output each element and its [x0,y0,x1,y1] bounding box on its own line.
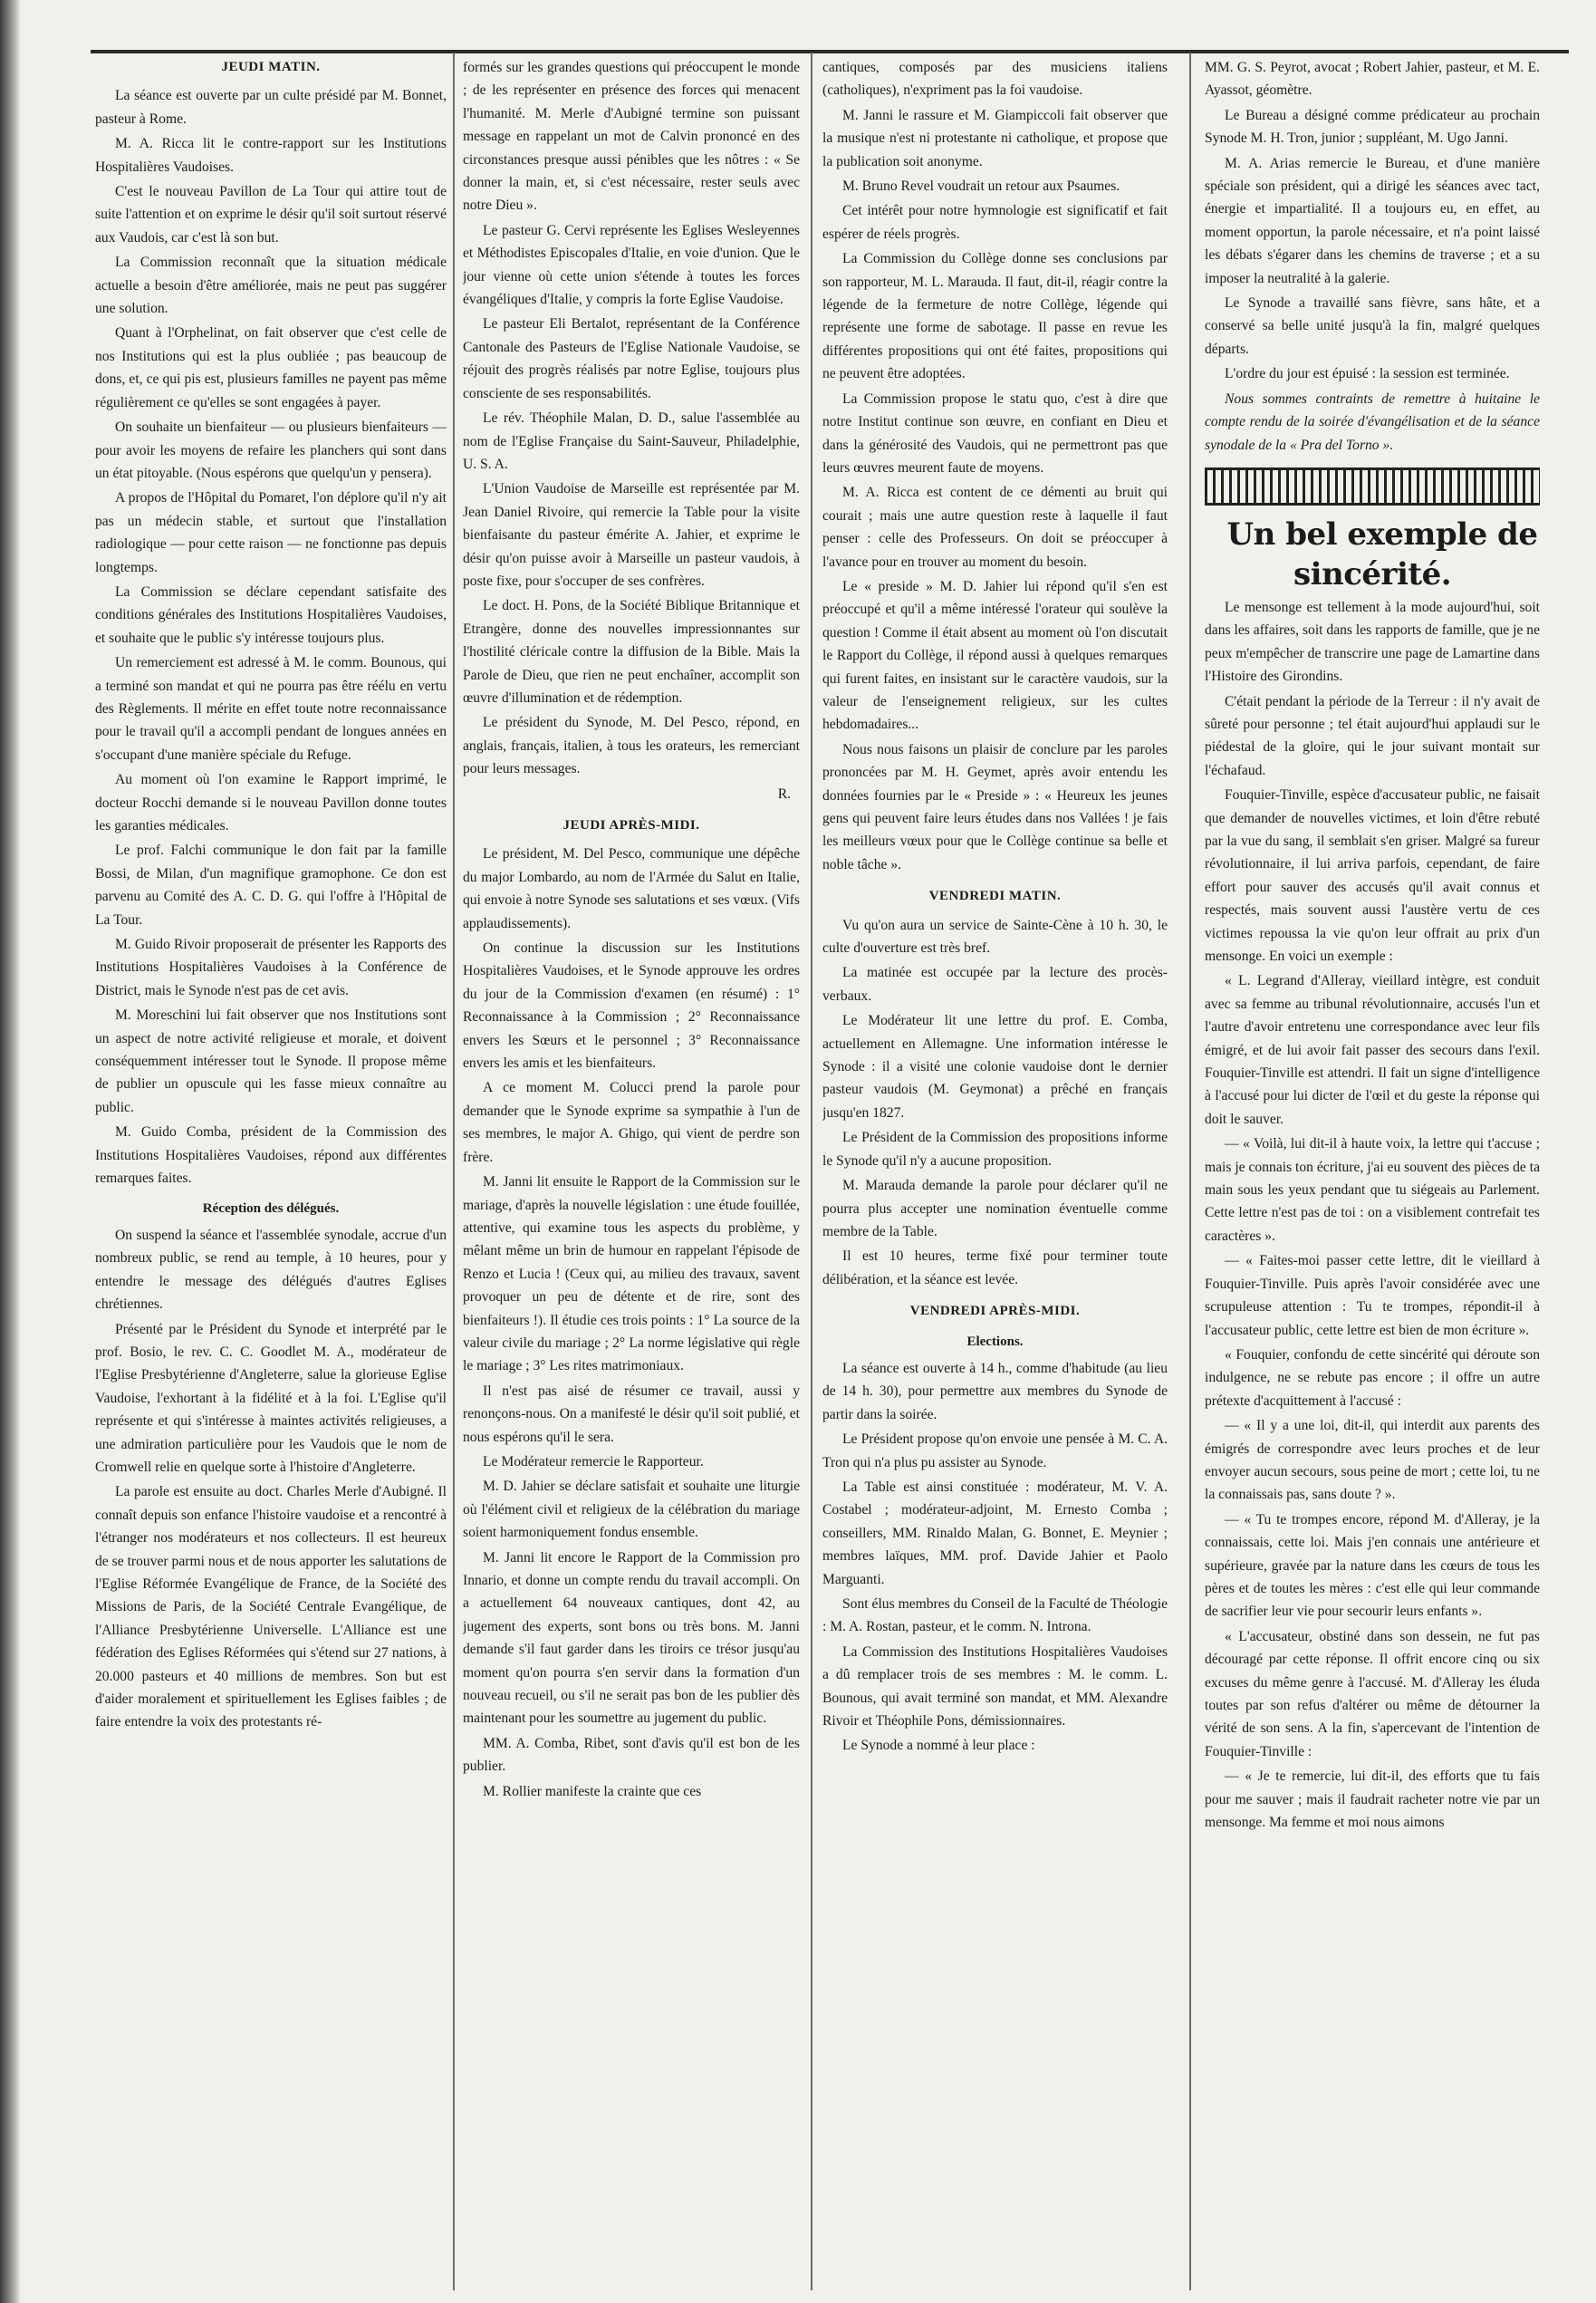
paragraph: La Commission reconnaît que la situation médicale actuelle a besoin d'être améliorée, mais ne peut pas suggérer une solution. [95,255,447,317]
paragraph: M. Guido Rivoir proposerait de présenter les Rapports des Institutions Hospitalières Vaudoises à la Conférence de District, mais le Synode n'est pas de cet avis. [95,937,447,998]
paragraph: M. A. Ricca lit le contre-rapport sur les Institutions Hospitalières Vaudoises. [95,136,447,175]
paragraph: La Commission du Collège donne ses conclusions par son rapporteur, M. L. Marauda. Il faut, dit-il, réagir contre la légende de la fermeture de notre Collège, légende qui représente une forme de sabotage. Il passe en revue les différentes propositions qui ont été faites, propositions qui ne peuvent être adoptées. [822,251,1168,382]
paragraph: M. Janni lit encore le Rapport de la Commission pro Innario, et donne un compte rendu du travail accompli. On a actuellement 64 nouveaux cantiques, dont 42, au jugement des experts, sont bons ou très bons. M. Janni demande s'il faut garder dans les tiroirs ce trésor jusqu'au moment qu'on pourra s'en servir dans la formation d'un nouveau recueil, ou s'il ne serait pas bon de les publier dès maintenant pour les soumettre au jugement du public. [463,1549,800,1727]
paragraph: « L. Legrand d'Alleray, vieillard intègre, est conduit avec sa femme au tribunal révolutionnaire, accusés l'un et l'autre d'avoir entretenu une correspondance avec leur fils émigré, et de lui avoir fait passer des secours dans l'exil. Fouquier-Tinville est attendri. Il fait un signe d'intelligence à l'accusé pour lui dicter de l'œil et du geste la réponse qui doit le sauver. [1205,973,1540,1127]
editorial-note: Nous sommes contraints de remettre à huitaine le compte rendu de la soirée d'évangélisation et de la séance synodale de la « Pra del Torno ». [1205,390,1540,453]
paragraph: La séance est ouverte à 14 h., comme d'habitude (au lieu de 14 h. 30), pour permettre aux membres du Synode de partir dans la soirée. [822,1360,1168,1422]
paragraph: — « Tu te trompes encore, répond M. d'Alleray, je la connaissais, cette loi. Mais j'en connais une antérieure et supérieure, gravée par la nature dans les cœurs de tous les pères et de toutes les mères : c'est elle qui leur commande de sacrifier leur vie pour secourir leurs enfants ». [1205,1511,1540,1620]
article-headline: Un bel exemple de sincérité. [1226,516,1538,593]
paragraph: On continue la discussion sur les Institutions Hospitalières Vaudoises, et le Synode approuve les ordres du jour de la Commission d'examen (en résumé) : 1° Reconnaissance à la Commission ; 2° Reconnaissance envers les Sœurs et le personnel ; 3° Reconnaissance envers les amis et les bienfaiteurs. [463,940,800,1072]
column-divider [453,53,455,2290]
paragraph: M. D. Jahier se déclare satisfait et souhaite une liturgie où l'élément civil et religieux de la célébration du mariage soient harmoniquement fondus ensemble. [463,1479,800,1541]
paragraph: La séance est ouverte par un culte présidé par M. Bonnet, pasteur à Rome. [95,88,447,127]
decorative-band [1205,467,1540,506]
paragraph: M. A. Arias remercie le Bureau, et d'une manière spéciale son président, qui a dirigé les séances avec tact, énergie et impartialité. Il a toujours eu, en effet, au moment opportun, la parole nécessaire, et n'a point laissé les débats s'égarer dans les chemins de traverse ; et a su imposer la neutralité à la galerie. [1205,155,1540,286]
paragraph: cantiques, composés par des musiciens italiens (catholiques), n'expriment pas la foi vaudoise. [822,60,1168,99]
paragraph: Le président du Synode, M. Del Pesco, répond, en anglais, français, italien, à tous les orateurs, les remerciant pour leurs messages. [463,715,800,777]
section-heading-jeudi-apres-midi: JEUDI APRÈS-MIDI. [562,818,700,833]
paragraph: La Commission propose le statu quo, c'est à dire que notre Institut continue son œuvre, en confiant en Dieu et dans la générosité des Vaudois, qui ne permettront pas que leurs œuvres meurent faute de moyens. [822,390,1168,476]
top-rule [91,50,1569,53]
paragraph: La Commission se déclare cependant satisfaite des conditions générales des Institutions Hospitalières Vaudoises, et souhaite que le public s'y intéresse toujours plus. [95,583,447,646]
paragraph: — « Faites-moi passer cette lettre, dit le vieillard à Fouquier-Tinville. Puis après l'avoir considérée avec une scrupuleuse attention : Tu te trompes, répondit-il à l'accusateur public, cette lettre est bien de mon écriture ». [1205,1253,1540,1338]
paragraph: M. Janni lit ensuite le Rapport de la Commission sur le mariage, d'après la nouvelle législation : une étude fouillée, attentive, qui examine tous les aspects du problème, y mêlant même un brin de humour en rappelant l'épisode de Renzo et Lucia ! (Ceux qui, au milieu des travaux, savent provoquer un peu de détente et de rire, sont des bienfaiteurs !). Il étudie ces trois points : 1° La source de la valeur civile du mariage ; 2° La norme législative qui règle le mariage ; 3° Les rites matrimoniaux. [463,1174,800,1374]
paragraph: MM. G. S. Peyrot, avocat ; Robert Jahier, pasteur, et M. E. Ayassot, géomètre. [1205,60,1540,99]
paragraph: Le doct. H. Pons, de la Société Biblique Britannique et Etrangère, donne des nouvelles impressionnantes sur l'hostilité cléricale contre la diffusion de la Bible. Mais la Parole de Dieu, que rien ne peut enchaîner, accomplit son œuvre d'illumination et de rédemption. [463,598,800,706]
col1-paragraphs [95,84,447,1190]
paragraph: A ce moment M. Colucci prend la parole pour demander que le Synode exprime sa sympathie à l'un de ses membres, le major A. Ghigo, qui vient de perdre son frère. [463,1080,800,1165]
paragraph: Le président, M. Del Pesco, communique une dépêche du major Lombardo, au nom de l'Armée du Salut en Italie, qui envoie à notre Synode ses salutations et ses vœux. (Vifs applaudissements). [463,846,800,931]
paragraph: Nous nous faisons un plaisir de conclure par les paroles prononcées par M. H. Geymet, après avoir entendu les données fournies par le « Preside » : « Heureux les jeunes gens qui peuvent faire leurs études dans nos Vallées ! je fais les meilleurs vœux pour que le Collège continue sa belle et noble tâche ». [822,741,1168,872]
paragraph: On souhaite un bienfaiteur — ou plusieurs bienfaiteurs — pour avoir les moyens de refaire les planchers qui sont dans un état pitoyable. (Nous espérons que quelqu'un y pensera). [95,419,447,481]
paragraph: — « Voilà, lui dit-il à haute voix, la lettre qui t'accuse ; mais je connais ton écriture, j'ai eu souvent des pièces de ta main sous les yeux pendant que tu siégeais au Parlement. Cette lettre n'est pas de toi : on a visiblement contrefait tes caractères ». [1205,1136,1540,1244]
paragraph: C'était pendant la période de la Terreur : il n'y avait de sûreté pour personne ; tel était aujourd'hui applaudi sur le piédestal de la gloire, qui le jour suivant montait sur l'échafaud. [1205,693,1540,778]
section-heading-vendredi-matin: VENDREDI MATIN. [928,889,1062,904]
paragraph: Vu qu'on aura un service de Sainte-Cène à 10 h. 30, le culte d'ouverture est très bref. [822,917,1168,957]
paragraph: M. Rollier manifeste la crainte que ces [483,1783,702,1799]
column-3 [822,56,1168,2289]
paragraph: Cet intérêt pour notre hymnologie est significatif et fait espérer de réels progrès. [822,203,1168,242]
paragraph: La Table est ainsi constituée : modérateur, M. V. A. Costabel ; modérateur-adjoint, M. Ernesto Comba ; conseillers, MM. Rinaldo Malan, G. Bonnet, E. Meynier ; membres laïques, MM. prof. Davide Jahier et Paolo Marguanti. [822,1479,1168,1587]
paragraph: Le « preside » M. D. Jahier lui répond qu'il s'en est préoccupé et qu'il a même intéressé l'orateur qui soulève la question ! Comme il était absent au moment où l'on discutait le Rapport du Collège, il répond aussi à quelques remarques qui furent faites, en insistant sur le caractère vaudois, sur la valeur de l'enseignement religieux, sur les cultes hebdomadaires... [822,578,1168,733]
section-heading-reception: Réception des délégués. [202,1200,340,1216]
paragraph: Le Président propose qu'on envoie une pensée à M. C. A. Tron qui n'a plus pu assister au Synode. [822,1431,1168,1470]
paragraph: A propos de l'Hôpital du Pomaret, l'on déplore qu'il n'y ait pas un médecin stable, et surtout que l'installation radiologique — pour cette raison — ne fonctionne pas depuis longtemps. [95,490,447,575]
paragraph: Un remerciement est adressé à M. le comm. Bounous, qui a terminé son mandat et qui ne pourra pas être réélu en vertu des Règlements. Il mérite en effet toute notre reconnaissance pour le travail qu'il a accompli pendant de longues années en s'occupant d'une manière spéciale du Refuge. [95,655,447,763]
paragraph: Fouquier-Tinville, espèce d'accusateur public, ne faisait que demander de nouvelles victimes, et loin d'être rebuté par la vue du sang, il semblait s'en griser. Malgré sa fureur révolutionnaire, il lui arriva parfois, cependant, de faire effort pour sauver des accusés qu'il avait connus et respectés, mais souvent aussi l'austère vertu de ces victimes repoussa la vie qu'on leur offrait au prix d'un mensonge. En voici un exemple : [1205,787,1540,964]
paragraph: M. Guido Comba, président de la Commission des Institutions Hospitalières Vaudoises, répond aux différentes remarques faites. [95,1124,447,1187]
paragraph: M. Marauda demande la parole pour déclarer qu'il ne pourra plus accepter une nomination éventuelle comme membre de la Table. [822,1178,1168,1239]
paragraph: Quant à l'Orphelinat, on fait observer que c'est celle de nos Institutions qui est la plus oubliée ; pas beaucoup de dons, et, ce qui pis est, plusieurs familles ne payent pas même régulièrement ce qu'elles se sont engagées à payer. [95,325,447,410]
paragraph: Le Bureau a désigné comme prédicateur au prochain Synode M. H. Tron, junior ; suppléant, M. Ugo Janni. [1205,107,1540,147]
paragraph: MM. A. Comba, Ribet, sont d'avis qu'il est bon de les publier. [463,1735,800,1775]
paragraph: On suspend la séance et l'assemblée synodale, accrue d'un nombreux public, se rend au temple, à 10 heures, pour y entendre le message des délégués d'autres Eglises chrétiennes. [95,1227,447,1313]
page-edge-shadow [0,0,20,2303]
paragraph: Le mensonge est tellement à la mode aujourd'hui, soit dans les affaires, soit dans les rapports de famille, que je ne peux m'empêcher de transcrire une page de Lamartine dans l'Histoire des Girondins. [1205,599,1540,685]
paragraph: La matinée est occupée par la lecture des procès-verbaux. [822,965,1168,1004]
paragraph: Au moment où l'on examine le Rapport imprimé, le docteur Rocchi demande si le nouveau Pavillon donne toutes les garanties médicales. [95,772,447,834]
paragraph: Présenté par le Président du Synode et interprété par le prof. Bosio, le rev. C. C. Goodlet M. A., modérateur de l'Eglise Presbytérienne d'Angleterre, salue la glorieuse Eglise Vaudoise, l'exhortant à la fidélité et à la foi. L'Eglise qu'il représente et qui s'intéresse à maintes activités religieuses, a une admiration particulière pour les Vaudois que le nom de Cromwell relie en quelque sorte à l'histoire d'Angleterre. [95,1321,447,1475]
paragraph: « L'accusateur, obstiné dans son dessein, ne fut pas découragé par cette réponse. Il offrit encore cinq ou six excuses du même genre à l'accusé. M. d'Alleray les éluda toutes par son refus d'altérer ou même de détourner la vérité de son sens. A la fin, s'apercevant de l'intention de Fouquier-Tinville : [1205,1628,1540,1759]
paragraph: M. A. Ricca est content de ce démenti au bruit qui courait ; mais une autre question reste à laquelle il faut penser : celle des Professeurs. On doit se préoccuper à l'avance pour en trouver au moment du besoin. [822,485,1168,570]
column-4 [1205,56,1540,2289]
paragraph: M. Janni le rassure et M. Giampiccoli fait observer que la musique n'est ni protestante ni catholique, et propose que la publication soit anonyme. [822,107,1168,169]
paragraph: formés sur les grandes questions qui préoccupent le monde ; de les représenter en présence des forces qui menacent l'humanité. M. Merle d'Aubigné termine son puissant message en rappelant un mot de Calvin prononcé en des circonstances presque aussi pénibles que les nôtres : « Se donner la main, et, si c'est nécessaire, rester seuls avec notre Dieu ». [463,60,800,214]
paragraph: La parole est ensuite au doct. Charles Merle d'Aubigné. Il connaît depuis son enfance l'histoire vaudoise et a rencontré à l'étranger nos modérateurs et nos collecteurs. Il est heureux de se trouver parmi nous et de nous apporter les salutations de l'Eglise Réformée Evangélique de France, de la Société des Missions de Paris, de la Société Centrale Evangélique, de l'Alliance Presbytérienne Universelle. L'Alliance est une fédération des Eglises Réformées qui s'étend sur 27 nations, à 20.000 pasteurs et 40 millions de membres. Son but est d'aider moralement et spirituellement les Eglises faibles ; de faire entendre la voix des protestants ré- [95,1484,447,1730]
paragraph: L'Union Vaudoise de Marseille est représentée par M. Jean Daniel Rivoire, qui remercie la Table pour la visite bienfaisante du pasteur émérite A. Jahier, et exprime le désir qu'on puisse avoir à Marseille un pasteur vaudois, à poste fixe, pour s'occuper de ses confrères. [463,481,800,589]
column-1 [95,56,447,2289]
paragraph: Le Synode a travaillé sans fièvre, sans hâte, et a conservé sa belle unité jusqu'à la fin, malgré quelques départs. [1205,295,1540,357]
signature: R. [777,785,791,802]
paragraph: Le Modérateur remercie le Rapporteur. [483,1453,704,1469]
paragraph: Le Président de la Commission des propositions informe le Synode qu'il n'y a aucune proposition. [822,1130,1168,1169]
paragraph: Il n'est pas aisé de résumer ce travail, aussi y renonçons-nous. On a manifesté le désir qu'il soit publié, et nous espérons qu'il le sera. [463,1383,800,1445]
paragraph: M. Moreschini lui fait observer que nos Institutions sont un aspect de notre activité religieuse et morale, et doivent conséquemment intéresser tout le Synode. Il propose même de publier un opuscule qui les fasse mieux connaître au public. [95,1007,447,1115]
paragraph: Le rév. Théophile Malan, D. D., salue l'assemblée au nom de l'Eglise Française du Saint-Sauveur, Philadelphie, U. S. A. [463,410,800,472]
paragraph: — « Je te remercie, lui dit-il, des efforts que tu fais pour me sauver ; mais il faudrait racheter notre vie par un mensonge. Ma femme et moi nous aimons [1205,1768,1540,1831]
paragraph: Le pasteur G. Cervi représente les Eglises Wesleyennes et Méthodistes Episcopales d'Italie, en voie d'union. Que le jour vienne où cette union s'étende à toutes les forces évangéliques d'Italie, y compris la forte Eglise Vaudoise. [463,222,800,308]
column-divider [811,53,812,2290]
column-2 [463,56,800,2289]
paragraph: L'ordre du jour est épuisé : la session est terminée. [1225,366,1510,382]
paragraph: Le Synode a nommé à leur place : [842,1738,1035,1754]
paragraph: Le Modérateur lit une lettre du prof. E. Comba, actuellement en Allemagne. Une information intéresse le Synode : il a visité une colonie vaudoise dont le dernier pasteur vaudois (M. Geymonat) a prêché en français jusqu'en 1827. [822,1013,1168,1121]
paragraph: Le prof. Falchi communique le don fait par la famille Bossi, de Milan, d'un magnifique gramophone. Ce don est parvenu au Comité des A. C. D. G. qui l'offre à l'Hôpital de La Tour. [95,843,447,928]
section-heading-jeudi-matin: JEUDI MATIN. [221,60,321,74]
column-divider [1189,53,1191,2290]
subheading-elections: Elections. [966,1334,1024,1349]
paragraph: La Commission des Institutions Hospitalières Vaudoises a dû remplacer trois de ses membres : M. le comm. L. Bounous, qui avait terminé son mandat, et MM. Alexandre Rivoir et Théophile Pons, démissionnaires. [822,1643,1168,1730]
paragraph: « Fouquier, confondu de cette sincérité qui déroute son indulgence, ne se rebute pas encore ; il offre un autre prétexte d'acquittement à l'accusé : [1205,1346,1540,1409]
section-heading-vendredi-apres-midi: VENDREDI APRÈS-MIDI. [909,1304,1081,1319]
paragraph: C'est le nouveau Pavillon de La Tour qui attire tout de suite l'attention et on exprime le désir qu'il soit surtout réservé aux Vaudois, car c'est là son but. [95,184,447,246]
paragraph: Il est 10 heures, terme fixé pour terminer toute délibération, et la séance est levée. [822,1248,1168,1287]
paragraph: — « Il y a une loi, dit-il, qui interdit aux parents des émigrés de correspondre avec leurs proches et de leur envoyer aucun secours, sous peine de mort ; cette loi, tu ne la connaissais pas, sans doute ? ». [1205,1418,1540,1503]
paragraph: Le pasteur Eli Bertalot, représentant de la Conférence Cantonale des Pasteurs de l'Eglise Nationale Vaudoise, se réjouit des progrès réalisés par notre Eglise, toujours plus consciente de ses responsabilités. [463,316,800,401]
paragraph: M. Bruno Revel voudrait un retour aux Psaumes. [842,178,1120,195]
paragraph: Sont élus membres du Conseil de la Faculté de Théologie : M. A. Rostan, pasteur, et le comm. N. Introna. [822,1596,1168,1635]
